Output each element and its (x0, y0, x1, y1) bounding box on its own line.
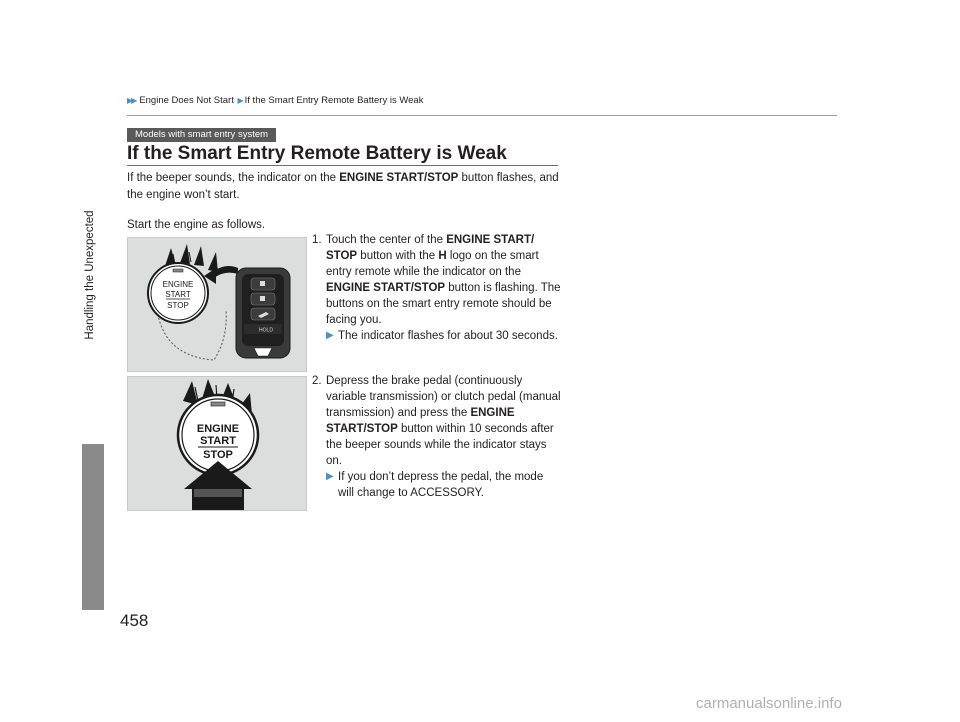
start-instruction: Start the engine as follows. (127, 219, 266, 231)
breadcrumb (127, 95, 423, 106)
step-2: 2. Depress the brake pedal (continuously variable transmission) or clutch pedal (manual transmission) and press the ENGINE START/STOP button within 10 seconds after the beeper sounds while the indicator stays on. ▶ If you don’t depress the pedal, the mode will change to ACCESSORY. (312, 375, 561, 499)
smart-key-icon (236, 268, 290, 358)
title-divider (127, 165, 558, 166)
note-arrow-icon: ▶ (326, 330, 334, 341)
figure-press-button (127, 376, 307, 511)
button-label-start: START (200, 435, 236, 447)
button-label-stop: STOP (167, 301, 189, 310)
hold-label: HOLD (259, 327, 273, 334)
page-title: If the Smart Entry Remote Battery is Weak (127, 143, 507, 164)
breadcrumb-item-2[interactable]: If the Smart Entry Remote Battery is Weak (244, 95, 424, 106)
breadcrumb-arrow-icon: ▶▶ (127, 96, 136, 105)
button-label-start: START (165, 290, 191, 299)
model-badge: Models with smart entry system (127, 128, 276, 142)
breadcrumb-arrow-icon: ▶ (237, 96, 244, 105)
figure-remote-touch (127, 237, 307, 372)
watermark: carmanualsonline.info (696, 695, 842, 712)
button-label-engine: ENGINE (162, 280, 194, 289)
section-side-label: Handling the Unexpected (84, 210, 96, 340)
note-arrow-icon: ▶ (326, 471, 334, 482)
button-label-engine: ENGINE (196, 423, 240, 435)
step-1: 1. Touch the center of the ENGINE START/ STOP button with the H logo on the smart entry remote while the indicator on the ENGINE START/STOP button is flashing. The buttons on the smart entry remote should be facing you. ▶ The indicator flashes for about 30 seconds. (312, 234, 561, 342)
header-divider (127, 115, 837, 116)
breadcrumb-item-1[interactable]: Engine Does Not Start (139, 95, 234, 106)
section-tab-marker (82, 444, 104, 610)
intro-paragraph: If the beeper sounds, the indicator on the ENGINE START/STOP button flashes, and the engine won’t start. (127, 172, 559, 201)
page-number: 458 (120, 611, 149, 630)
button-label-stop: STOP (203, 449, 233, 461)
step-2-note: ▶ If you don’t depress the pedal, the mode will change to ACCESSORY. (326, 471, 544, 499)
step-1-note: ▶ The indicator flashes for about 30 seconds. (326, 330, 558, 342)
